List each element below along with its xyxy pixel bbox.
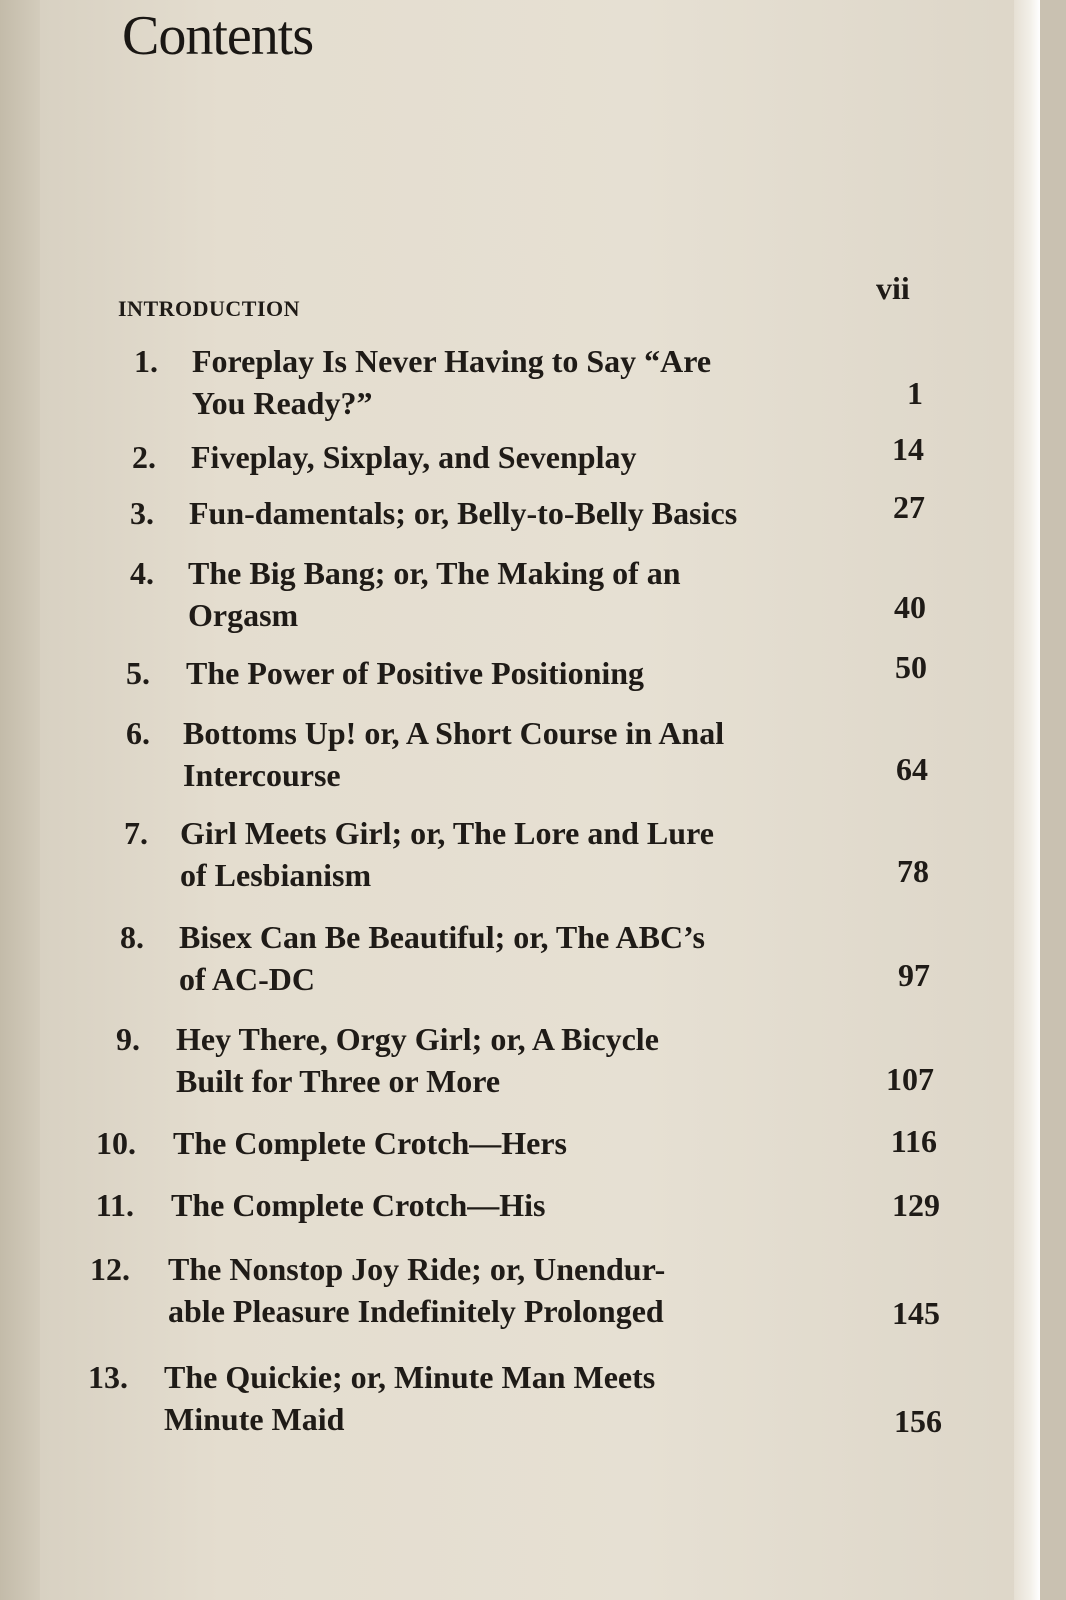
chapter-title	[183, 712, 863, 796]
chapter-number: 7.	[124, 815, 148, 851]
chapter-number: 1.	[134, 343, 158, 379]
introduction-page-number: vii	[876, 270, 910, 306]
chapter-page-number: 64	[896, 751, 928, 787]
chapter-title-line: The Big Bang; or, The Making of an	[188, 555, 681, 591]
chapter-page-number: 145	[892, 1295, 940, 1331]
chapter-number: 3.	[130, 495, 154, 531]
chapter-page-number: 14	[892, 431, 924, 467]
chapter-page-number: 156	[894, 1403, 942, 1439]
chapter-number: 5.	[126, 655, 150, 691]
chapter-title-line: Girl Meets Girl; or, The Lore and Lure	[180, 815, 714, 851]
chapter-title-line: Built for Three or More	[176, 1063, 501, 1099]
chapter-title-line: of AC-DC	[179, 961, 315, 997]
chapter-number: 11.	[95, 1187, 134, 1223]
introduction-label: INTRODUCTION	[118, 296, 301, 321]
chapter-page-number: 50	[895, 649, 927, 685]
chapter-page-number: 116	[890, 1123, 937, 1159]
chapter-title-line: Minute Maid	[164, 1401, 345, 1437]
chapter-title	[168, 1248, 848, 1332]
chapter-title	[171, 1184, 851, 1226]
chapter-page-number: 78	[897, 853, 929, 889]
chapter-number: 13.	[88, 1359, 128, 1395]
chapter-title-line: Bottoms Up! or, A Short Course in Anal	[183, 715, 725, 751]
chapter-title-line: You Ready?”	[192, 385, 373, 421]
chapter-title-line: Bisex Can Be Beautiful; or, The ABC’s	[179, 919, 705, 955]
chapter-number: 6.	[126, 715, 150, 751]
chapter-title-line: Fun-damentals; or, Belly-to-Belly Basics	[189, 495, 738, 531]
chapter-title-line: The Quickie; or, Minute Man Meets	[164, 1359, 656, 1395]
chapter-number: 9.	[116, 1021, 140, 1057]
chapter-page-number: 1	[907, 375, 923, 411]
chapter-title-line: The Complete Crotch—His	[171, 1187, 546, 1223]
chapter-title	[191, 436, 871, 478]
chapter-title-line: Hey There, Orgy Girl; or, A Bicycle	[176, 1021, 659, 1057]
chapter-title	[164, 1356, 844, 1440]
chapter-title	[176, 1018, 856, 1102]
chapter-title-line: Fiveplay, Sixplay, and Sevenplay	[191, 439, 637, 475]
chapter-number: 4.	[130, 555, 154, 591]
chapter-title	[189, 492, 869, 534]
chapter-page-number: 107	[886, 1061, 934, 1097]
chapter-title	[180, 812, 860, 896]
chapter-title	[179, 916, 859, 1000]
chapter-title-line: Orgasm	[188, 597, 299, 633]
chapter-number: 10.	[96, 1125, 136, 1161]
chapter-page-number: 40	[894, 589, 926, 625]
page-gutter-shadow	[0, 0, 40, 1600]
chapter-title	[186, 652, 866, 694]
chapter-title-line: Foreplay Is Never Having to Say “Are	[192, 343, 712, 379]
chapter-page-number: 129	[892, 1187, 940, 1223]
chapter-number: 12.	[90, 1251, 130, 1287]
page-title: Contents	[122, 5, 314, 67]
chapter-number: 2.	[132, 439, 156, 475]
chapter-title-line: The Complete Crotch—Hers	[173, 1125, 567, 1161]
page-edge	[1014, 0, 1040, 1600]
chapter-title	[188, 552, 868, 636]
chapter-title-line: The Power of Positive Positioning	[186, 655, 645, 691]
chapter-page-number: 97	[898, 957, 930, 993]
chapter-title-line: able Pleasure Indefinitely Prolonged	[168, 1293, 664, 1329]
chapter-title-line: Intercourse	[183, 757, 341, 793]
chapter-page-number: 27	[893, 489, 925, 525]
chapter-number: 8.	[120, 919, 144, 955]
chapter-title-line: The Nonstop Joy Ride; or, Unendur-	[168, 1251, 666, 1287]
chapter-title	[173, 1122, 853, 1164]
chapter-title-line: of Lesbianism	[180, 857, 372, 893]
chapter-title	[192, 340, 872, 424]
